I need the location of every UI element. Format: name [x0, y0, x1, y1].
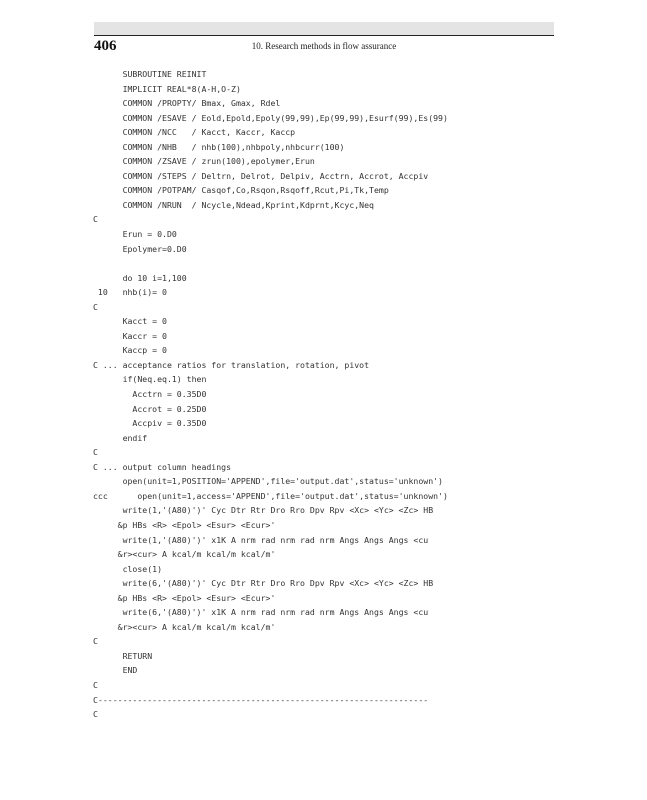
header-rule	[94, 35, 554, 36]
running-head: 10. Research methods in flow assurance	[251, 41, 397, 51]
code-line: if(Neq.eq.1) then	[93, 374, 207, 385]
code-line: COMMON /NHB / nhb(100),nhbpoly,nhbcurr(100)	[93, 141, 345, 152]
code-line: Kacct = 0	[93, 316, 167, 327]
code-line: write(1,'(A80)')' Cyc Dtr Rtr Dro Rro Dpv Rpv <Xc> <Yc> <Zc> HB	[93, 505, 434, 516]
page-number: 406	[94, 38, 117, 54]
code-line: write(1,'(A80)')' x1K A nrm rad nrm rad nrm Angs Angs Angs <cu	[93, 534, 429, 545]
code-line: 10 nhb(i)= 0	[93, 287, 167, 298]
code-line: Acctrn = 0.35D0	[93, 389, 207, 400]
code-line: ccc open(unit=1,access='APPEND',file='output.dat',status='unknown')	[93, 490, 448, 501]
code-line: &r><cur> A kcal/m kcal/m kcal/m'	[93, 549, 276, 560]
code-line	[93, 256, 533, 271]
code-line: RETURN	[93, 650, 153, 661]
code-line: COMMON /ESAVE / Eold,Epold,Epoly(99,99),Ep(99,99),Esurf(99),Es(99)	[93, 112, 448, 123]
code-line: C	[93, 301, 98, 312]
code-line: COMMON /STEPS / Deltrn, Delrot, Delpiv, Acctrn, Accrot, Accpiv	[93, 170, 429, 181]
code-line: Accpiv = 0.35D0	[93, 418, 207, 429]
code-line: IMPLICIT REAL*8(A-H,O-Z)	[93, 83, 241, 94]
code-line: Erun = 0.D0	[93, 229, 177, 240]
code-line: C	[93, 636, 98, 647]
code-line: C ... acceptance ratios for translation, rotation, pivot	[93, 359, 370, 370]
code-line: C-------------------------------------------------------------------	[93, 694, 429, 705]
code-line: SUBROUTINE REINIT	[93, 69, 207, 79]
code-line: do 10 i=1,100	[93, 272, 187, 283]
code-line: write(6,'(A80)')' Cyc Dtr Rtr Dro Rro Dpv Rpv <Xc> <Yc> <Zc> HB	[93, 578, 434, 589]
code-line: COMMON /NRUN / Ncycle,Ndead,Kprint,Kdprnt,Kcyc,Neq	[93, 199, 374, 210]
code-line: Accrot = 0.25D0	[93, 403, 207, 414]
code-line: C ... output column headings	[93, 461, 232, 472]
code-line: END	[93, 665, 138, 676]
code-line: &p HBs <R> <Epol> <Esur> <Ecur>'	[93, 592, 276, 603]
code-line: COMMON /PROPTY/ Bmax, Gmax, Rdel	[93, 98, 281, 109]
header-band	[94, 22, 554, 35]
code-line: close(1)	[93, 563, 163, 574]
fortran-code-listing	[93, 67, 533, 722]
code-line: C	[93, 709, 98, 720]
code-line: COMMON /NCC / Kacct, Kaccr, Kaccp	[93, 127, 296, 138]
code-line: COMMON /POTPAM/ Casqof,Co,Rsqon,Rsqoff,Rcut,Pi,Tk,Temp	[93, 185, 389, 196]
code-line: Kaccr = 0	[93, 330, 167, 341]
code-line: COMMON /ZSAVE / zrun(100),epolymer,Erun	[93, 156, 315, 167]
code-line: &p HBs <R> <Epol> <Esur> <Ecur>'	[93, 519, 276, 530]
code-line: C	[93, 447, 98, 458]
code-line: open(unit=1,POSITION='APPEND',file='output.dat',status='unknown')	[93, 476, 443, 487]
code-line: C	[93, 679, 98, 690]
code-line: Epolymer=0.D0	[93, 243, 187, 254]
code-line: &r><cur> A kcal/m kcal/m kcal/m'	[93, 621, 276, 632]
code-line: write(6,'(A80)')' x1K A nrm rad nrm rad nrm Angs Angs Angs <cu	[93, 607, 429, 618]
code-line: Kaccp = 0	[93, 345, 167, 356]
code-line: endif	[93, 432, 148, 443]
code-line: C	[93, 214, 98, 225]
